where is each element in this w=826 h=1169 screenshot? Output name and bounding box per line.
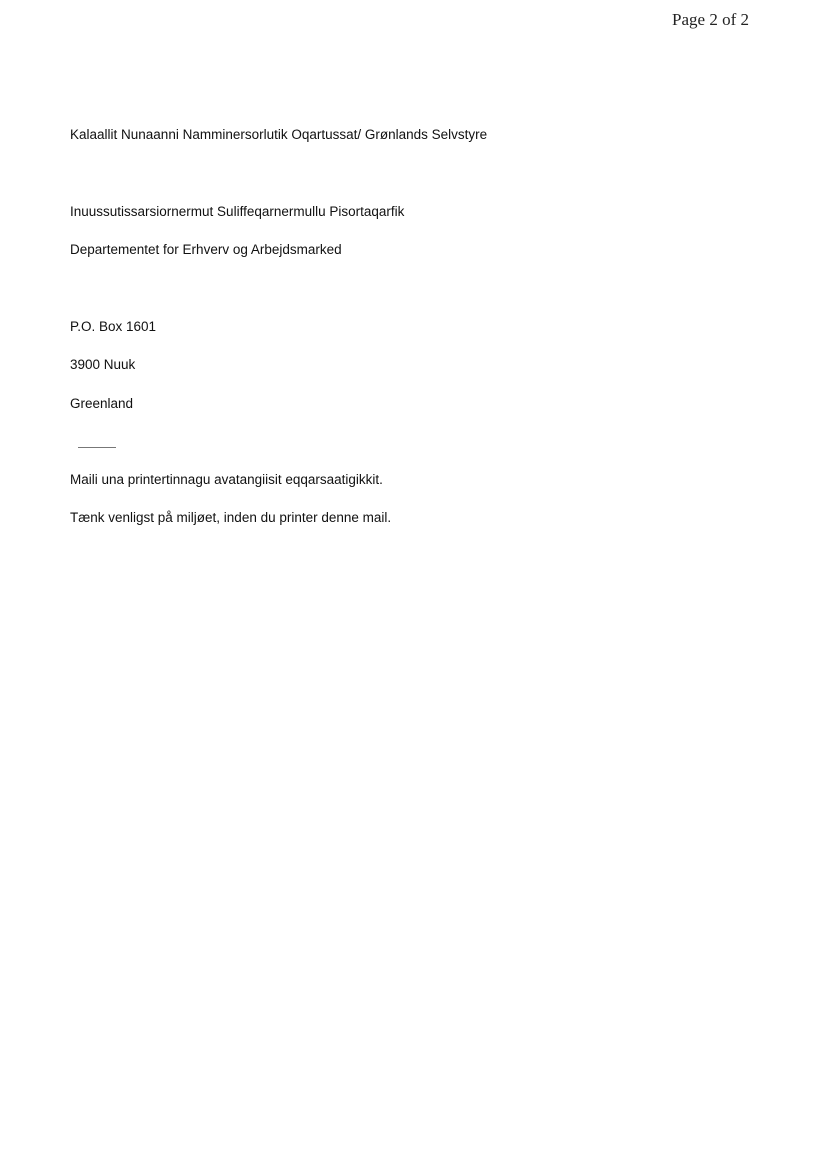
department-name-greenlandic: Inuussutissarsiornermut Suliffeqarnermullu Pisortaqarfik xyxy=(70,204,405,219)
page-number: Page 2 of 2 xyxy=(672,10,749,29)
address-po-box: P.O. Box 1601 xyxy=(70,319,157,334)
signature-divider xyxy=(78,447,116,448)
department-name-danish: Departementet for Erhverv og Arbejdsmarked xyxy=(70,242,342,257)
organization-name: Kalaallit Nunaanni Namminersorlutik Oqartussat/ Grønlands Selvstyre xyxy=(70,127,488,142)
address-country: Greenland xyxy=(70,396,134,411)
print-note-danish: Tænk venligst på miljøet, inden du printer denne mail. xyxy=(70,510,392,525)
address-city: 3900 Nuuk xyxy=(70,357,136,372)
print-note-greenlandic: Maili una printertinnagu avatangiisit eqqarsaatigikkit. xyxy=(70,472,383,487)
